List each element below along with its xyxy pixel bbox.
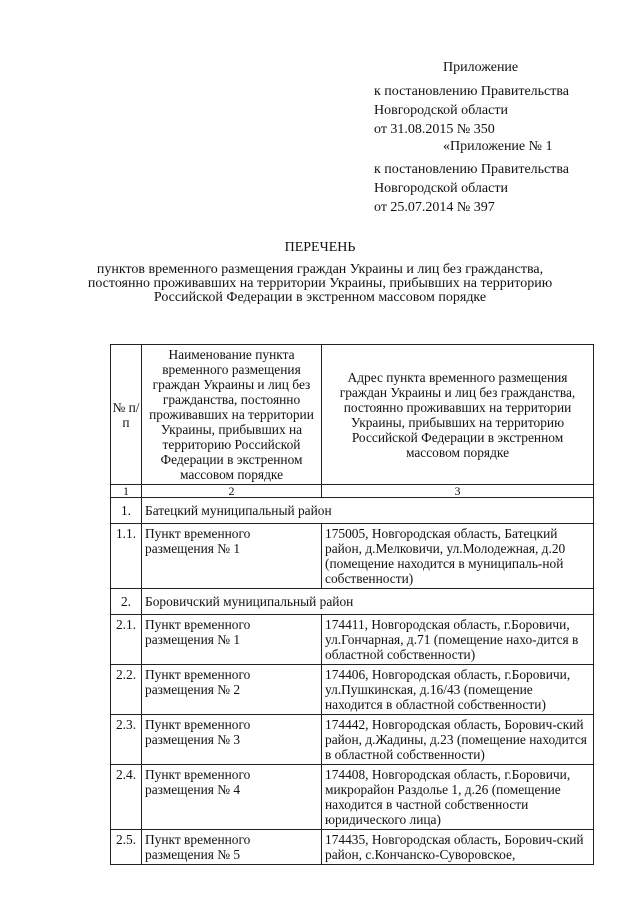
column-numbers-row	[111, 485, 594, 498]
document-title: ПЕРЕЧЕНЬ	[284, 240, 356, 255]
attachment-ref: «Приложение № 1	[443, 139, 553, 154]
table-header-row	[111, 345, 594, 485]
header-point-address: Адрес пункта временного размещения граждан Украины и лиц без гражданства, постоянно проживавших на территории Украины, прибывших на территорию Российской Федерации в экстренном массовом порядке	[322, 345, 594, 485]
row-number: 2.3.	[111, 715, 142, 765]
district-row	[111, 498, 594, 524]
table-row	[111, 615, 594, 665]
column-number-1: 1	[111, 485, 142, 498]
header-number: № п/п	[111, 345, 142, 485]
district-name: Боровичский муниципальный район	[142, 589, 594, 615]
point-address: 174406, Новгородская область, г.Боровичи, ул.Пушкинская, д.16/43 (помещение находится в областной собственности)	[322, 665, 594, 715]
point-name: Пункт временного размещения № 4	[142, 765, 322, 830]
row-number: 2.1.	[111, 615, 142, 665]
decree-line-1: к постановлению Правительства	[374, 84, 570, 99]
row-number: 2.	[111, 589, 142, 615]
ref-line-2: Новгородской области	[374, 181, 508, 196]
decree-line-3: от 31.08.2015 № 350	[374, 122, 495, 137]
row-number: 2.5.	[111, 830, 142, 865]
decree-line-2: Новгородской области	[374, 103, 508, 118]
ref-line-1: к постановлению Правительства	[374, 162, 570, 177]
row-number: 1.1.	[111, 524, 142, 589]
table-row	[111, 524, 594, 589]
point-address: 174435, Новгородская область, Борович-ский район, с.Кончанско-Суворовское,	[322, 830, 594, 865]
point-address: 174408, Новгородская область, г.Боровичи, микрорайон Раздолье 1, д.26 (помещение находится в частной собственности юридического лица)	[322, 765, 594, 830]
district-row	[111, 589, 594, 615]
header-point-name: Наименование пункта временного размещения граждан Украины и лиц без гражданства, постоянно проживавших на территории Украины, прибывших на территорию Российской Федерации в экстренном массовом порядке	[142, 345, 322, 485]
shelter-points-table	[110, 344, 594, 865]
column-number-3: 3	[322, 485, 594, 498]
table-row	[111, 665, 594, 715]
point-address: 175005, Новгородская область, Батецкий район, д.Мелковичи, ул.Молодежная, д.20 (помещение находится в муниципаль-ной собственности)	[322, 524, 594, 589]
table-row	[111, 830, 594, 865]
document-subtitle-line-3: Российской Федерации в экстренном массовом порядке	[153, 290, 487, 305]
point-name: Пункт временного размещения № 5	[142, 830, 322, 865]
point-name: Пункт временного размещения № 2	[142, 665, 322, 715]
row-number: 1.	[111, 498, 142, 524]
row-number: 2.4.	[111, 765, 142, 830]
table-row	[111, 715, 594, 765]
point-address: 174411, Новгородская область, г.Боровичи, ул.Гончарная, д.71 (помещение нахо-дится в областной собственности)	[322, 615, 594, 665]
row-number: 2.2.	[111, 665, 142, 715]
document-subtitle-line-2: постоянно проживавших на территории Украины, прибывших на территорию	[87, 276, 553, 291]
document-subtitle-line-1: пунктов временного размещения граждан Украины и лиц без гражданства,	[96, 262, 544, 277]
district-name: Батецкий муниципальный район	[142, 498, 594, 524]
ref-line-3: от 25.07.2014 № 397	[374, 200, 495, 215]
point-address: 174442, Новгородская область, Борович-ский район, д.Жадины, д.23 (помещение находится в областной собственности)	[322, 715, 594, 765]
point-name: Пункт временного размещения № 3	[142, 715, 322, 765]
table-row	[111, 765, 594, 830]
point-name: Пункт временного размещения № 1	[142, 524, 322, 589]
column-number-2: 2	[142, 485, 322, 498]
attachment-label: Приложение	[443, 60, 519, 75]
point-name: Пункт временного размещения № 1	[142, 615, 322, 665]
